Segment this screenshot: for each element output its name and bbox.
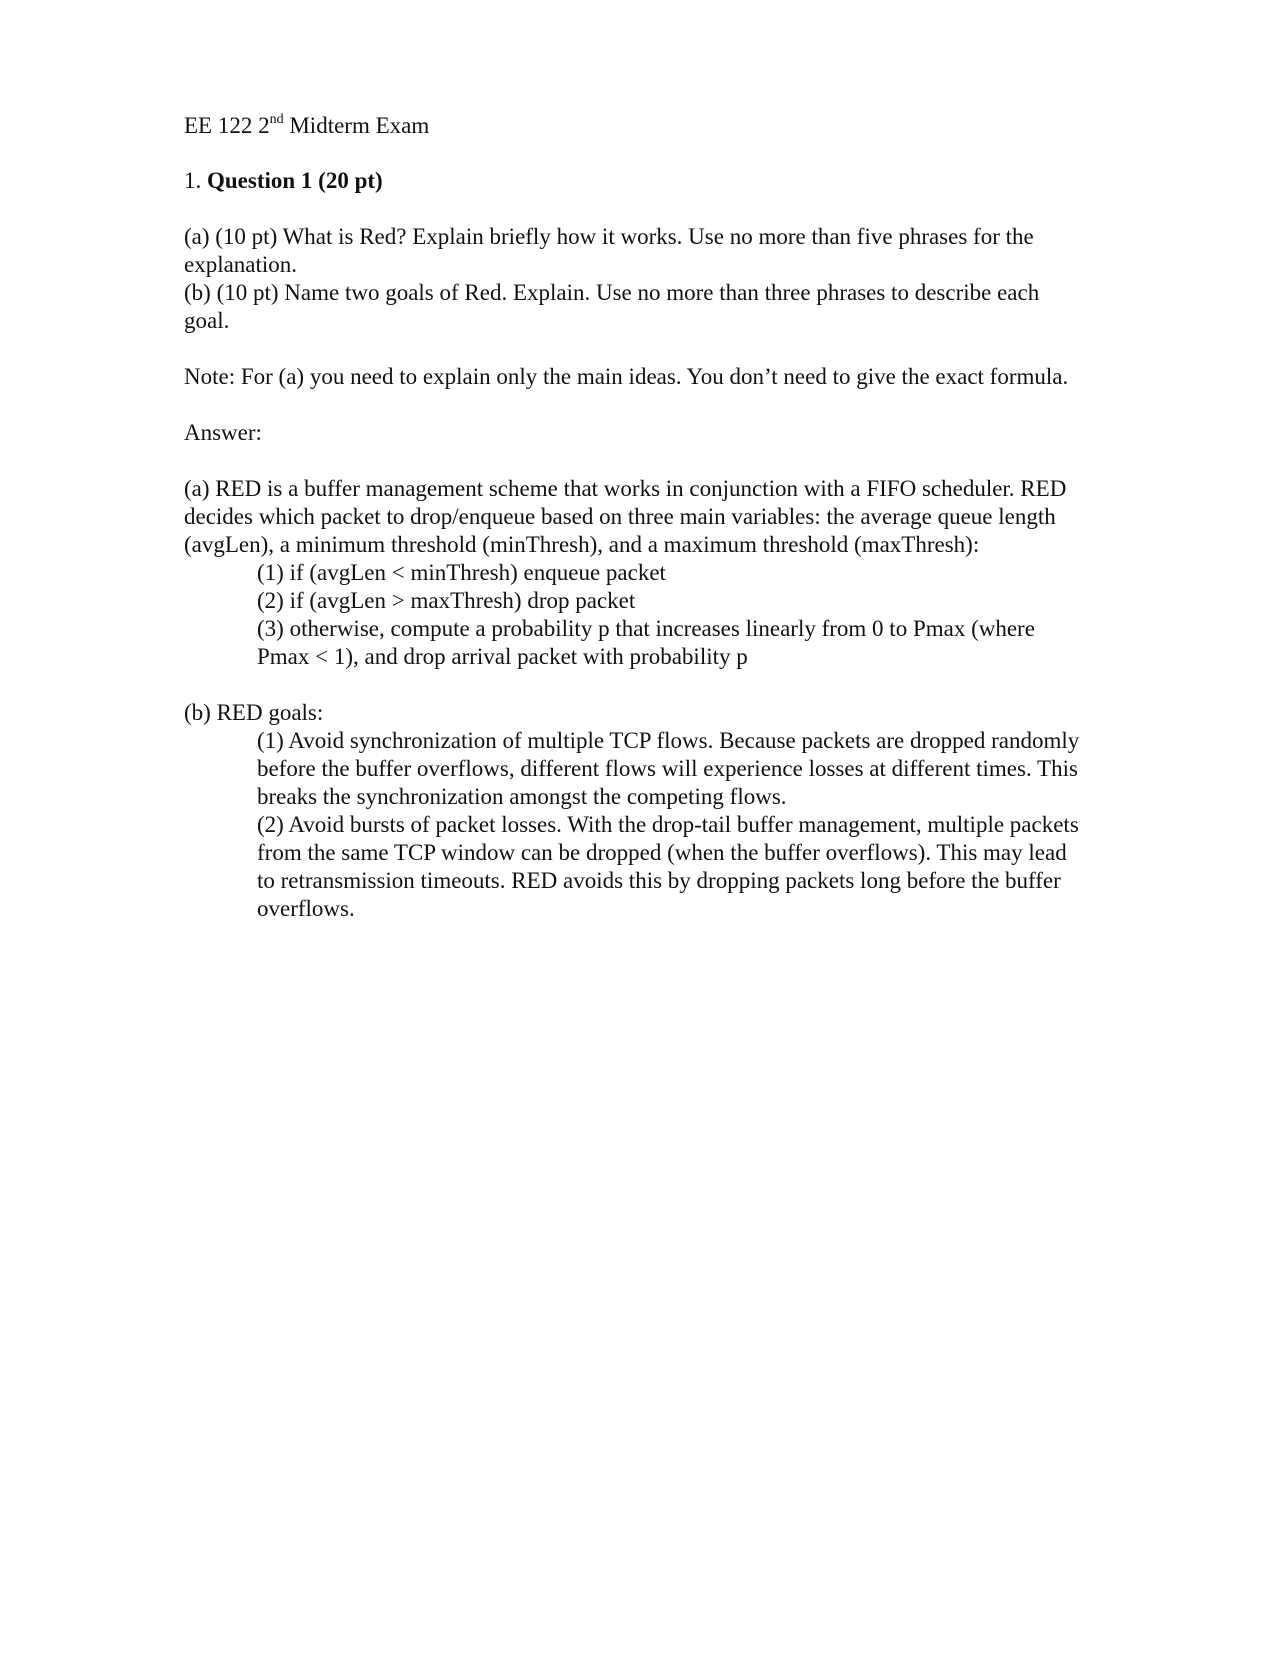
rule-item: (3) otherwise, compute a probability p that increases linearly from 0 to Pmax (where Pmax < 1), and drop arrival packet with probability p (257, 616, 1035, 669)
goal-item: (2) Avoid bursts of packet losses. With the drop-tail buffer management, multiple packets from the same TCP window can be dropped (when the buffer overflows). This may lead to retransmission timeouts. RED avoids this by dropping packets long before the buffer overflows. (257, 812, 1079, 921)
title-prefix: EE 122 2 (184, 113, 270, 138)
title-superscript: nd (269, 112, 284, 127)
title-suffix: Midterm Exam (283, 113, 430, 138)
answer-a-rules (257, 559, 1084, 671)
answer-label: Answer: (184, 420, 262, 445)
question-title: Question 1 (20 pt) (207, 168, 383, 193)
goal-item: (1) Avoid synchronization of multiple TCP flows. Because packets are dropped randomly before the buffer overflows, different flows will experience losses at different times. This breaks the synchronization amongst the competing flows. (257, 728, 1080, 809)
rule-item: (2) if (avgLen > maxThresh) drop packet (257, 588, 636, 613)
answer-b-label: (b) RED goals: (184, 700, 324, 725)
question-heading (184, 167, 1084, 195)
answer-b-goals (257, 727, 1084, 923)
question-number: 1. (184, 168, 202, 193)
question-part-a: (a) (10 pt) What is Red? Explain briefly how it works. Use no more than five phrases for the explanation. (184, 224, 1034, 277)
exam-title (184, 112, 1084, 140)
question-note: Note: For (a) you need to explain only the main ideas. You don’t need to give the exact formula. (184, 364, 1069, 389)
rule-item: (1) if (avgLen < minThresh) enqueue packet (257, 560, 666, 585)
question-part-b: (b) (10 pt) Name two goals of Red. Explain. Use no more than three phrases to describe each goal. (184, 280, 1040, 333)
answer-a-intro: (a) RED is a buffer management scheme that works in conjunction with a FIFO scheduler. RED decides which packet to drop/enqueue based on three main variables: the average queue length (avgLen), a minimum threshold (minThresh), and a maximum threshold (maxThresh): (184, 476, 1067, 557)
document-page (184, 112, 1084, 923)
